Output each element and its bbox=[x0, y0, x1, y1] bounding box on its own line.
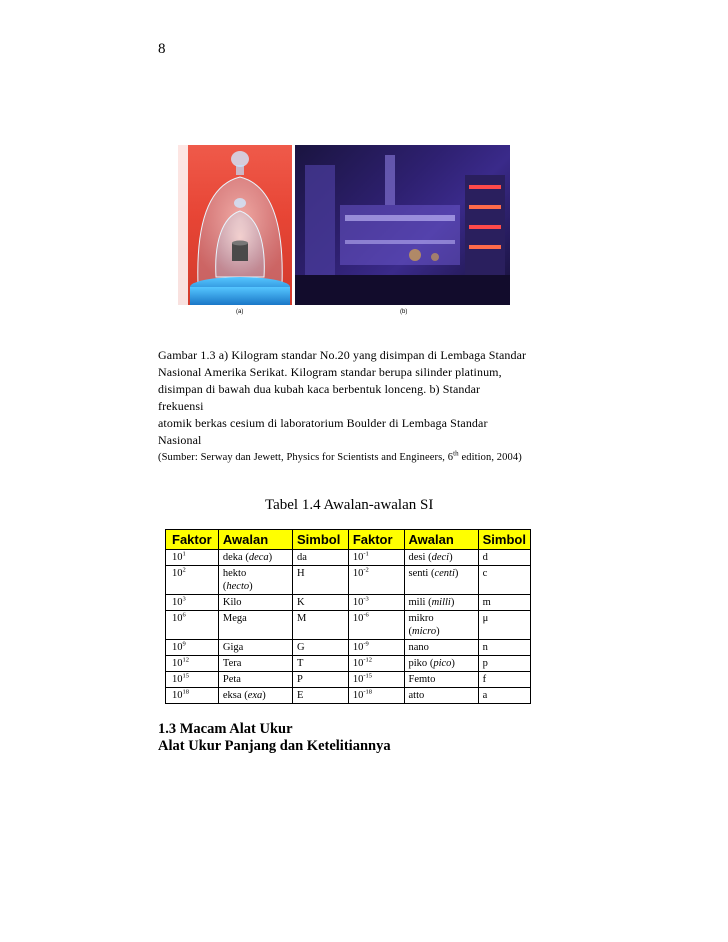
cell-factor: $10^{-9}$ bbox=[348, 640, 404, 656]
section-title: 1.3 Macam Alat Ukur bbox=[158, 721, 293, 737]
cell-prefix: hekto (hecto) bbox=[218, 566, 292, 595]
cell-symbol: E bbox=[293, 688, 349, 704]
cell-symbol: m bbox=[478, 595, 530, 611]
cell-factor: $10^3$ bbox=[166, 595, 219, 611]
header-prefix: Awalan bbox=[404, 530, 478, 550]
cell-symbol: n bbox=[478, 640, 530, 656]
cell-prefix: deka (deca) bbox=[218, 550, 292, 566]
header-factor: Faktor bbox=[348, 530, 404, 550]
cell-symbol: p bbox=[478, 656, 530, 672]
section-subtitle: Alat Ukur Panjang dan Ketelitiannya bbox=[158, 738, 391, 754]
cell-factor: $10^{15}$ bbox=[166, 672, 219, 688]
section-heading bbox=[158, 721, 391, 755]
table-header-row bbox=[166, 530, 531, 550]
cell-factor: $10^{18}$ bbox=[166, 688, 219, 704]
cell-prefix: mili (milli) bbox=[404, 595, 478, 611]
cell-prefix: mikro (micro) bbox=[404, 611, 478, 640]
photo-cesium-atomic-clock bbox=[295, 145, 510, 305]
cell-factor: $10^{-3}$ bbox=[348, 595, 404, 611]
cell-prefix: Peta bbox=[218, 672, 292, 688]
cell-factor: $10^9$ bbox=[166, 640, 219, 656]
cell-factor: $10^2$ bbox=[166, 566, 219, 595]
header-prefix: Awalan bbox=[218, 530, 292, 550]
table-row bbox=[166, 656, 531, 672]
photo-credit-strip bbox=[178, 145, 188, 305]
cell-prefix: Mega bbox=[218, 611, 292, 640]
cell-prefix: atto bbox=[404, 688, 478, 704]
cell-prefix: Giga bbox=[218, 640, 292, 656]
panel-label-b: (b) bbox=[400, 309, 408, 315]
panel-label-a: (a) bbox=[236, 309, 244, 315]
figure-caption bbox=[158, 347, 528, 466]
cell-prefix: Femto bbox=[404, 672, 478, 688]
table-row bbox=[166, 688, 531, 704]
cell-prefix: nano bbox=[404, 640, 478, 656]
cell-factor: $10^1$ bbox=[166, 550, 219, 566]
cell-symbol: da bbox=[293, 550, 349, 566]
si-prefix-table bbox=[165, 529, 531, 704]
caption-line: Nasional Amerika Serikat. Kilogram standar berupa silinder platinum, bbox=[158, 365, 502, 379]
cell-factor: $10^6$ bbox=[166, 611, 219, 640]
cell-factor: $10^{-2}$ bbox=[348, 566, 404, 595]
figure-1-3 bbox=[178, 145, 510, 320]
cell-factor: $10^{-1}$ bbox=[348, 550, 404, 566]
cell-symbol: μ bbox=[478, 611, 530, 640]
cell-prefix: senti (centi) bbox=[404, 566, 478, 595]
caption-source: (Sumber: Serway dan Jewett, Physics for Scientists and Engineers, 6th edition, 2004) bbox=[158, 449, 522, 463]
table-title: Tabel 1.4 Awalan-awalan SI bbox=[265, 497, 434, 513]
cell-factor: $10^{-18}$ bbox=[348, 688, 404, 704]
laboratory-illustration bbox=[295, 145, 510, 305]
cell-symbol: f bbox=[478, 672, 530, 688]
cell-symbol: d bbox=[478, 550, 530, 566]
cell-prefix: desi (deci) bbox=[404, 550, 478, 566]
table-row bbox=[166, 611, 531, 640]
header-symbol: Simbol bbox=[293, 530, 349, 550]
cell-factor: $10^{-12}$ bbox=[348, 656, 404, 672]
table-row bbox=[166, 640, 531, 656]
table-row bbox=[166, 672, 531, 688]
caption-line: disimpan di bawah dua kubah kaca berbentuk lonceng. b) Standar frekuensi bbox=[158, 382, 481, 413]
bell-jar-illustration bbox=[178, 145, 292, 305]
cell-prefix: Tera bbox=[218, 656, 292, 672]
cell-symbol: T bbox=[293, 656, 349, 672]
cell-symbol: K bbox=[293, 595, 349, 611]
caption-line: Gambar 1.3 a) Kilogram standar No.20 yang disimpan di Lembaga Standar bbox=[158, 348, 527, 362]
cell-factor: $10^{12}$ bbox=[166, 656, 219, 672]
cell-symbol: M bbox=[293, 611, 349, 640]
cell-symbol: P bbox=[293, 672, 349, 688]
cell-symbol: c bbox=[478, 566, 530, 595]
table-row bbox=[166, 550, 531, 566]
table-body bbox=[166, 550, 531, 704]
page-number: 8 bbox=[158, 41, 166, 57]
caption-line: atomik berkas cesium di laboratorium Boulder di Lembaga Standar Nasional bbox=[158, 416, 488, 447]
cell-factor: $10^{-15}$ bbox=[348, 672, 404, 688]
cell-prefix: eksa (exa) bbox=[218, 688, 292, 704]
header-symbol: Simbol bbox=[478, 530, 530, 550]
table-row bbox=[166, 566, 531, 595]
table-row bbox=[166, 595, 531, 611]
header-factor: Faktor bbox=[166, 530, 219, 550]
cell-symbol: a bbox=[478, 688, 530, 704]
cell-symbol: G bbox=[293, 640, 349, 656]
cell-factor: $10^{-6}$ bbox=[348, 611, 404, 640]
photo-kilogram-standard bbox=[178, 145, 292, 305]
cell-symbol: H bbox=[293, 566, 349, 595]
cell-prefix: piko (pico) bbox=[404, 656, 478, 672]
cell-prefix: Kilo bbox=[218, 595, 292, 611]
